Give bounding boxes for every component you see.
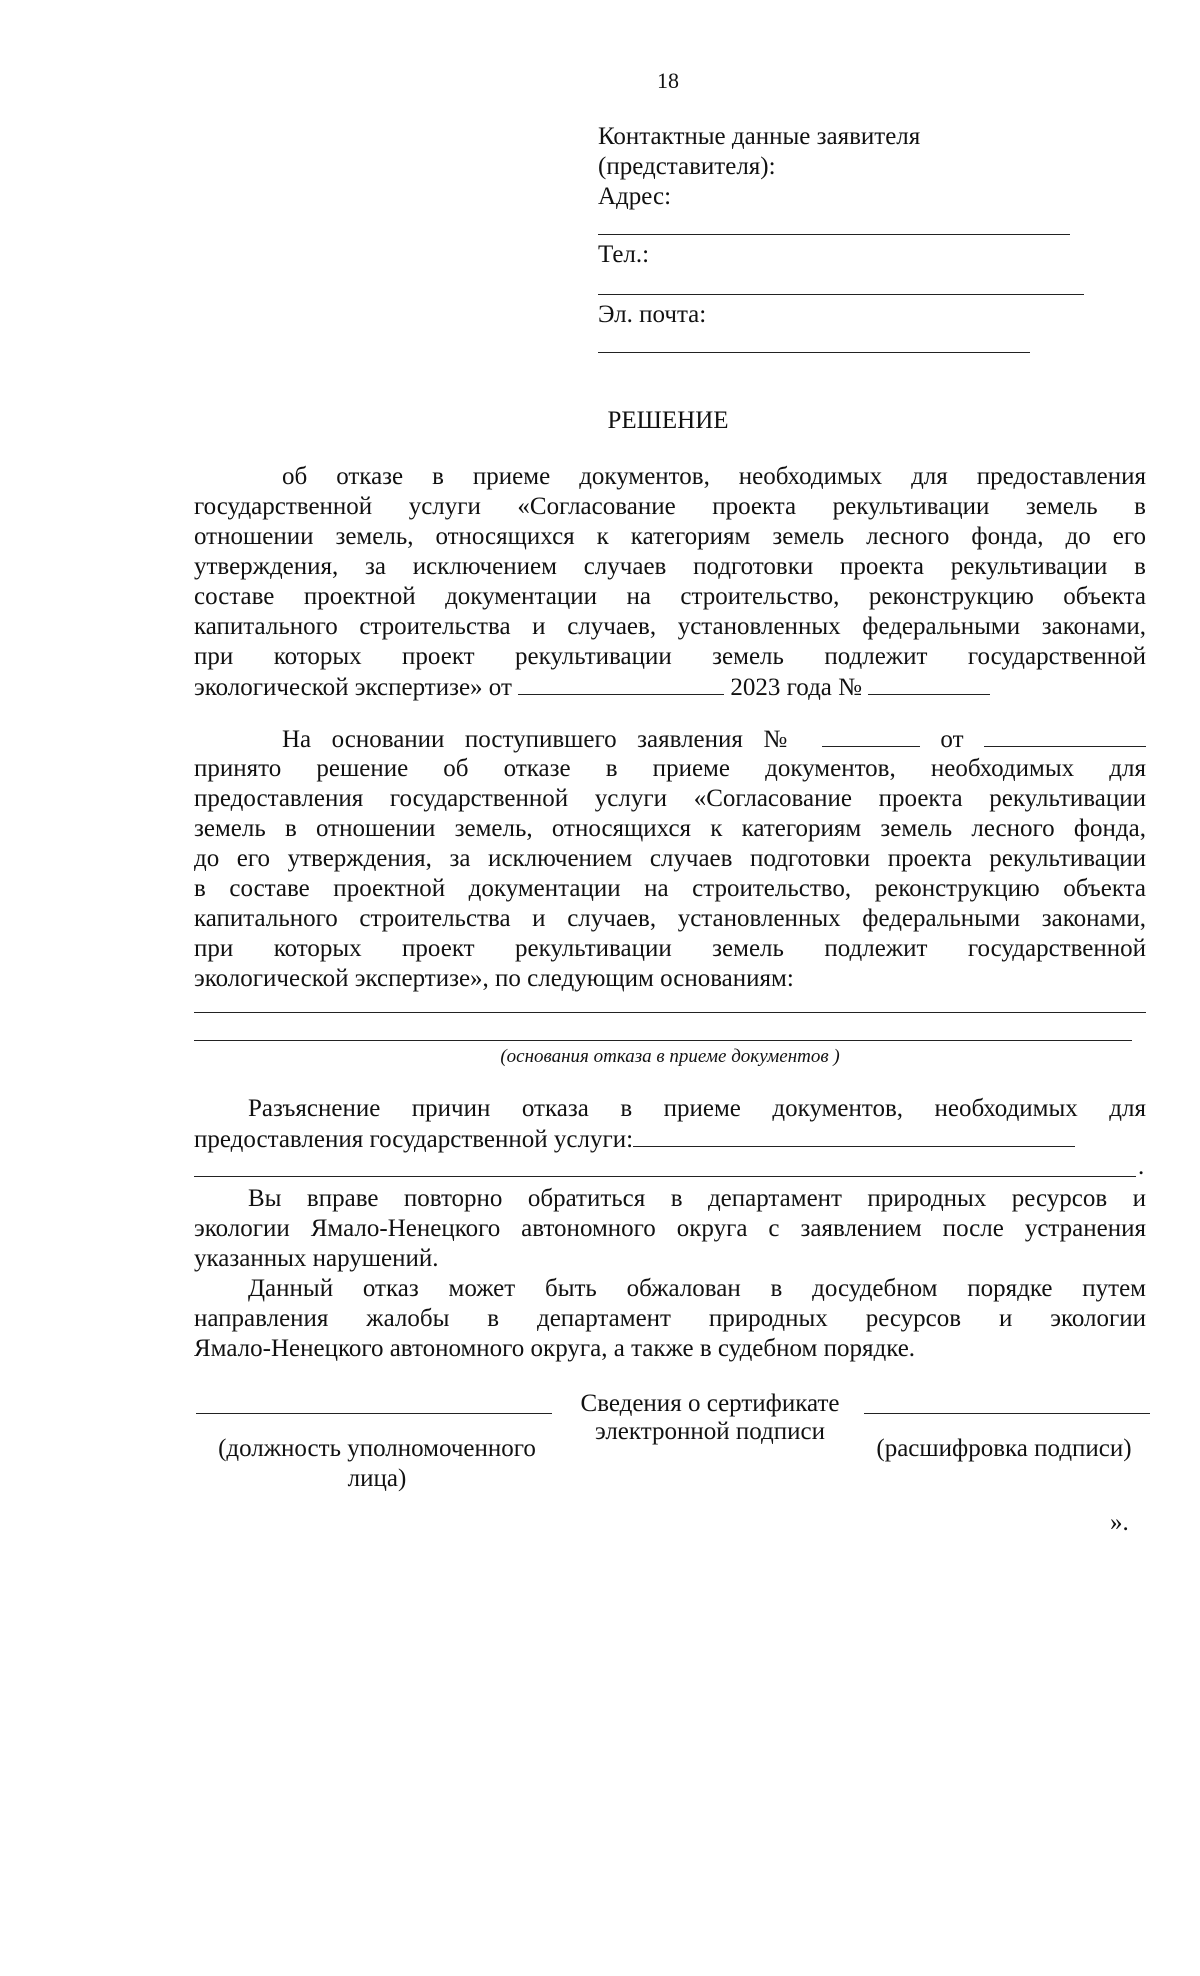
subtitle-last-line <box>194 672 1146 702</box>
basis-from: от <box>940 726 964 753</box>
decoding-signature-line <box>864 1413 1150 1414</box>
application-date-blank <box>984 724 1146 747</box>
subtitle-line: капитального строительства и случаев, установленных федеральными законами, <box>194 613 1146 640</box>
reapply-paragraph <box>194 1184 1146 1274</box>
basis-line: до его утверждения, за исключением случаев подготовки проекта рекультивации <box>194 845 1146 872</box>
basis-line: земель в отношении земель, относящихся к категориям земель лесного фонда, <box>194 815 1146 842</box>
basis-blank-line-2 <box>194 1040 1132 1041</box>
email-blank <box>598 352 1030 353</box>
explanation-line: Разъяснение причин отказа в приеме документов, необходимых для <box>248 1095 1146 1122</box>
subtitle-line: составе проектной документации на строительство, реконструкцию объекта <box>194 583 1146 610</box>
page-number: 18 <box>657 68 679 93</box>
subtitle-paragraph <box>194 462 1146 702</box>
subtitle-line: отношении земель, относящихся к категориям земель лесного фонда, до его <box>194 523 1146 550</box>
appeal-paragraph <box>194 1274 1146 1364</box>
contact-heading-cont: (представителя): <box>598 153 776 180</box>
subtitle-line: государственной услуги «Согласование проекта рекультивации земель в <box>194 493 1146 520</box>
subtitle-before-date: экологической экспертизе» от <box>194 674 512 701</box>
basis-caption: (основания отказа в приеме документов ) <box>500 1046 840 1067</box>
position-signature-line <box>196 1413 552 1414</box>
position-caption-line1: (должность уполномоченного <box>218 1435 536 1462</box>
phone-blank <box>598 294 1084 295</box>
explanation-end-mark: . <box>1138 1153 1145 1180</box>
explanation-paragraph <box>194 1094 1146 1154</box>
subtitle-line: об отказе в приеме документов, необходимых для предоставления <box>282 463 1146 490</box>
reapply-line: экологии Ямало-Ненецкого автономного округа с заявлением после устранения <box>194 1215 1146 1242</box>
basis-line: при которых проект рекультивации земель подлежит государственной <box>194 935 1146 962</box>
basis-line: принято решение об отказе в приеме документов, необходимых для <box>194 755 1146 782</box>
phone-label: Тел.: <box>598 241 650 268</box>
reapply-last-line: указанных нарушений. <box>194 1245 439 1272</box>
appeal-last-line: Ямало-Ненецкого автономного округа, а также в судебном порядке. <box>194 1335 916 1362</box>
date-blank <box>518 672 724 695</box>
explanation-label: предоставления государственной услуги: <box>194 1126 634 1153</box>
decoding-caption: (расшифровка подписи) <box>876 1435 1132 1462</box>
appeal-line: Данный отказ может быть обжалован в досудебном порядке путем <box>248 1275 1146 1302</box>
basis-line: предоставления государственной услуги «Согласование проекта рекультивации <box>194 785 1146 812</box>
address-blank <box>598 234 1070 235</box>
number-blank <box>868 672 990 695</box>
basis-paragraph <box>194 724 1146 994</box>
document-title: РЕШЕНИЕ <box>607 407 729 434</box>
basis-prefix: На основании поступившего заявления № <box>282 726 802 753</box>
email-label: Эл. почта: <box>598 301 707 328</box>
certificate-info-line1: Сведения о сертификате <box>580 1390 840 1417</box>
position-caption-line2: лица) <box>347 1465 407 1492</box>
contact-block <box>598 122 1098 212</box>
closing-quote: ». <box>1110 1509 1129 1536</box>
basis-line: в составе проектной документации на строительство, реконструкцию объекта <box>194 875 1146 902</box>
basis-first-line <box>194 724 1146 754</box>
contact-heading: Контактные данные заявителя <box>598 123 921 150</box>
basis-last-line: экологической экспертизе», по следующим основаниям: <box>194 965 794 992</box>
address-label: Адрес: <box>598 183 672 210</box>
explanation-blank <box>633 1124 1075 1147</box>
application-number-blank <box>822 724 920 747</box>
position-caption <box>196 1434 558 1494</box>
subtitle-year: 2023 года № <box>730 674 862 701</box>
explanation-line-2 <box>194 1124 1146 1154</box>
subtitle-line: утверждения, за исключением случаев подготовки проекта рекультивации в <box>194 553 1146 580</box>
reapply-line: Вы вправе повторно обратиться в департамент природных ресурсов и <box>248 1185 1146 1212</box>
basis-blank-line-1 <box>194 1012 1146 1013</box>
explanation-blank-line <box>194 1176 1136 1177</box>
certificate-info-line2: электронной подписи <box>595 1418 825 1445</box>
subtitle-line: при которых проект рекультивации земель подлежит государственной <box>194 643 1146 670</box>
appeal-line: направления жалобы в департамент природных ресурсов и экологии <box>194 1305 1146 1332</box>
basis-line: капитального строительства и случаев, установленных федеральными законами, <box>194 905 1146 932</box>
certificate-info <box>556 1389 864 1447</box>
